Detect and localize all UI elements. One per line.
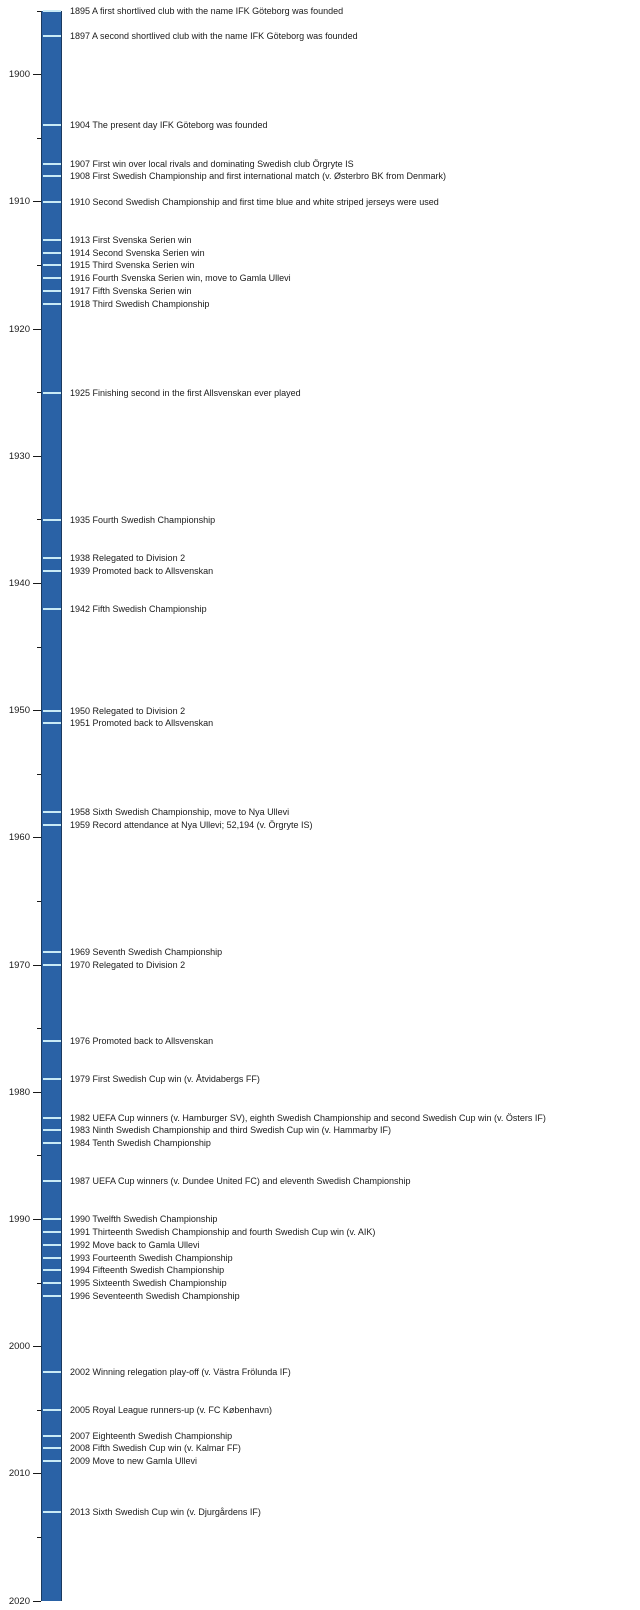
axis-minor-tick (37, 774, 41, 775)
event-tick (43, 175, 61, 177)
axis-minor-tick (37, 138, 41, 139)
event-tick (43, 1511, 61, 1513)
axis-major-tick (33, 710, 41, 711)
event-tick (43, 264, 61, 266)
event-tick (43, 1282, 61, 1284)
axis-year-label: 2020 (8, 1595, 30, 1607)
event-label: 1915 Third Svenska Serien win (70, 260, 195, 271)
event-label: 1970 Relegated to Division 2 (70, 960, 186, 970)
event-label: 1993 Fourteenth Swedish Championship (70, 1252, 233, 1263)
event-tick (43, 1269, 61, 1271)
axis-minor-tick (37, 519, 41, 520)
event-label: 1996 Seventeenth Swedish Championship (70, 1290, 240, 1301)
event-tick (43, 824, 61, 826)
axis-major-tick (33, 1219, 41, 1220)
axis-year-label: 1910 (8, 196, 30, 208)
event-tick (43, 1409, 61, 1411)
axis-year-label: 1920 (8, 323, 30, 335)
axis-minor-tick (37, 265, 41, 266)
axis-major-tick (33, 1601, 41, 1602)
event-tick (43, 710, 61, 712)
event-tick (43, 1257, 61, 1259)
event-label: 1908 First Swedish Championship and first international match (v. Østerbro BK from Denmark) (70, 171, 446, 182)
axis-year-label: 1960 (8, 832, 30, 844)
event-label: 1990 Twelfth Swedish Championship (70, 1214, 218, 1225)
event-label: 2007 Eighteenth Swedish Championship (70, 1430, 233, 1441)
event-label: 1910 Second Swedish Championship and first time blue and white striped jerseys were used (70, 196, 439, 207)
axis-minor-tick (37, 1537, 41, 1538)
event-tick (43, 1129, 61, 1131)
event-label: 1938 Relegated to Division 2 (70, 552, 186, 563)
event-tick (43, 722, 61, 724)
event-tick (43, 964, 61, 966)
axis-major-tick (33, 1346, 41, 1347)
axis-year-label: 1990 (8, 1213, 30, 1225)
event-label: 1942 Fifth Swedish Championship (70, 603, 207, 614)
event-label: 1918 Third Swedish Championship (70, 298, 210, 309)
event-tick (43, 519, 61, 521)
event-label: 1969 Seventh Swedish Championship (70, 947, 223, 958)
event-tick (43, 10, 61, 12)
event-label: 1935 Fourth Swedish Championship (70, 514, 216, 525)
event-tick (43, 163, 61, 165)
event-label: 1917 Fifth Svenska Serien win (70, 285, 192, 296)
axis-major-tick (33, 74, 41, 75)
axis-minor-tick (37, 11, 41, 12)
event-tick (43, 239, 61, 241)
event-label: 1907 First win over local rivals and dominating Swedish club Örgryte IS (70, 158, 354, 169)
axis-year-label: 1900 (8, 69, 30, 81)
event-label: 1983 Ninth Swedish Championship and third Swedish Cup win (v. Hammarby IF) (70, 1125, 391, 1136)
event-label: 1897 A second shortlived club with the name IFK Göteborg was founded (70, 31, 358, 42)
event-tick (43, 392, 61, 394)
event-tick (43, 570, 61, 572)
timeline-bar (42, 11, 62, 1601)
event-label: 2008 Fifth Swedish Cup win (v. Kalmar FF) (70, 1443, 241, 1454)
event-label: 2002 Winning relegation play-off (v. Västra Frölunda IF) (70, 1367, 291, 1378)
axis-major-tick (33, 329, 41, 330)
event-label: 1939 Promoted back to Allsvenskan (70, 565, 214, 576)
event-label: 1904 The present day IFK Göteborg was founded (70, 120, 268, 131)
event-tick (43, 1295, 61, 1297)
event-label: 2013 Sixth Swedish Cup win (v. Djurgårdens IF) (70, 1506, 261, 1517)
axis-year-label: 1950 (8, 705, 30, 717)
event-tick (43, 124, 61, 126)
event-label: 1982 UEFA Cup winners (v. Hamburger SV), eighth Swedish Championship and second Swedish Cup win (v. Östers IF) (70, 1112, 546, 1123)
axis-major-tick (33, 1473, 41, 1474)
event-tick (43, 557, 61, 559)
event-label: 1950 Relegated to Division 2 (70, 705, 186, 716)
axis-minor-tick (37, 647, 41, 648)
axis-year-label: 1930 (8, 450, 30, 462)
event-label: 1959 Record attendance at Nya Ullevi; 52,194 (v. Örgryte IS) (70, 820, 313, 831)
axis-minor-tick (37, 1283, 41, 1284)
event-label: 1913 First Svenska Serien win (70, 234, 192, 245)
event-tick (43, 1447, 61, 1449)
event-tick (43, 1244, 61, 1246)
event-tick (43, 1078, 61, 1080)
event-tick (43, 1460, 61, 1462)
event-tick (43, 303, 61, 305)
event-tick (43, 1142, 61, 1144)
event-tick (43, 1435, 61, 1437)
axis-year-label: 1940 (8, 577, 30, 589)
event-tick (43, 1040, 61, 1042)
axis-major-tick (33, 201, 41, 202)
event-label: 1991 Thirteenth Swedish Championship and fourth Swedish Cup win (v. AIK) (70, 1227, 376, 1238)
axis-major-tick (33, 583, 41, 584)
event-tick (43, 252, 61, 254)
axis-minor-tick (37, 901, 41, 902)
event-label: 1916 Fourth Svenska Serien win, move to Gamla Ullevi (70, 273, 291, 284)
event-tick (43, 1231, 61, 1233)
event-label: 1958 Sixth Swedish Championship, move to Nya Ullevi (70, 807, 290, 818)
event-tick (43, 951, 61, 953)
event-label: 2009 Move to new Gamla Ullevi (70, 1456, 198, 1467)
event-label: 1992 Move back to Gamla Ullevi (70, 1239, 200, 1250)
event-label: 1914 Second Svenska Serien win (70, 247, 205, 258)
axis-major-tick (33, 837, 41, 838)
event-tick (43, 608, 61, 610)
axis-minor-tick (37, 1155, 41, 1156)
axis-major-tick (33, 1092, 41, 1093)
event-tick (43, 277, 61, 279)
axis-minor-tick (37, 392, 41, 393)
event-tick (43, 1180, 61, 1182)
event-label: 1984 Tenth Swedish Championship (70, 1138, 211, 1149)
axis-spine (41, 11, 42, 1601)
axis-year-label: 2000 (8, 1341, 30, 1353)
event-label: 1987 UEFA Cup winners (v. Dundee United FC) and eleventh Swedish Championship (70, 1176, 411, 1187)
axis-year-label: 2010 (8, 1468, 30, 1480)
event-tick (43, 1117, 61, 1119)
axis-major-tick (33, 456, 41, 457)
axis-minor-tick (37, 1028, 41, 1029)
axis-minor-tick (37, 1410, 41, 1411)
event-label: 1995 Sixteenth Swedish Championship (70, 1278, 227, 1288)
event-label: 1895 A first shortlived club with the name IFK Göteborg was founded (70, 6, 344, 16)
event-tick (43, 811, 61, 813)
event-label: 2005 Royal League runners-up (v. FC København) (70, 1405, 272, 1416)
event-tick (43, 35, 61, 37)
event-label: 1976 Promoted back to Allsvenskan (70, 1036, 214, 1047)
event-label: 1925 Finishing second in the first Allsvenskan ever played (70, 387, 301, 398)
event-label: 1951 Promoted back to Allsvenskan (70, 718, 214, 729)
event-tick (43, 1218, 61, 1220)
axis-year-label: 1970 (8, 959, 30, 971)
event-label: 1994 Fifteenth Swedish Championship (70, 1265, 225, 1276)
event-label: 1979 First Swedish Cup win (v. Åtvidabergs FF) (70, 1074, 260, 1085)
event-tick (43, 1371, 61, 1373)
event-tick (43, 201, 61, 203)
axis-major-tick (33, 965, 41, 966)
event-tick (43, 290, 61, 292)
axis-year-label: 1980 (8, 1086, 30, 1098)
